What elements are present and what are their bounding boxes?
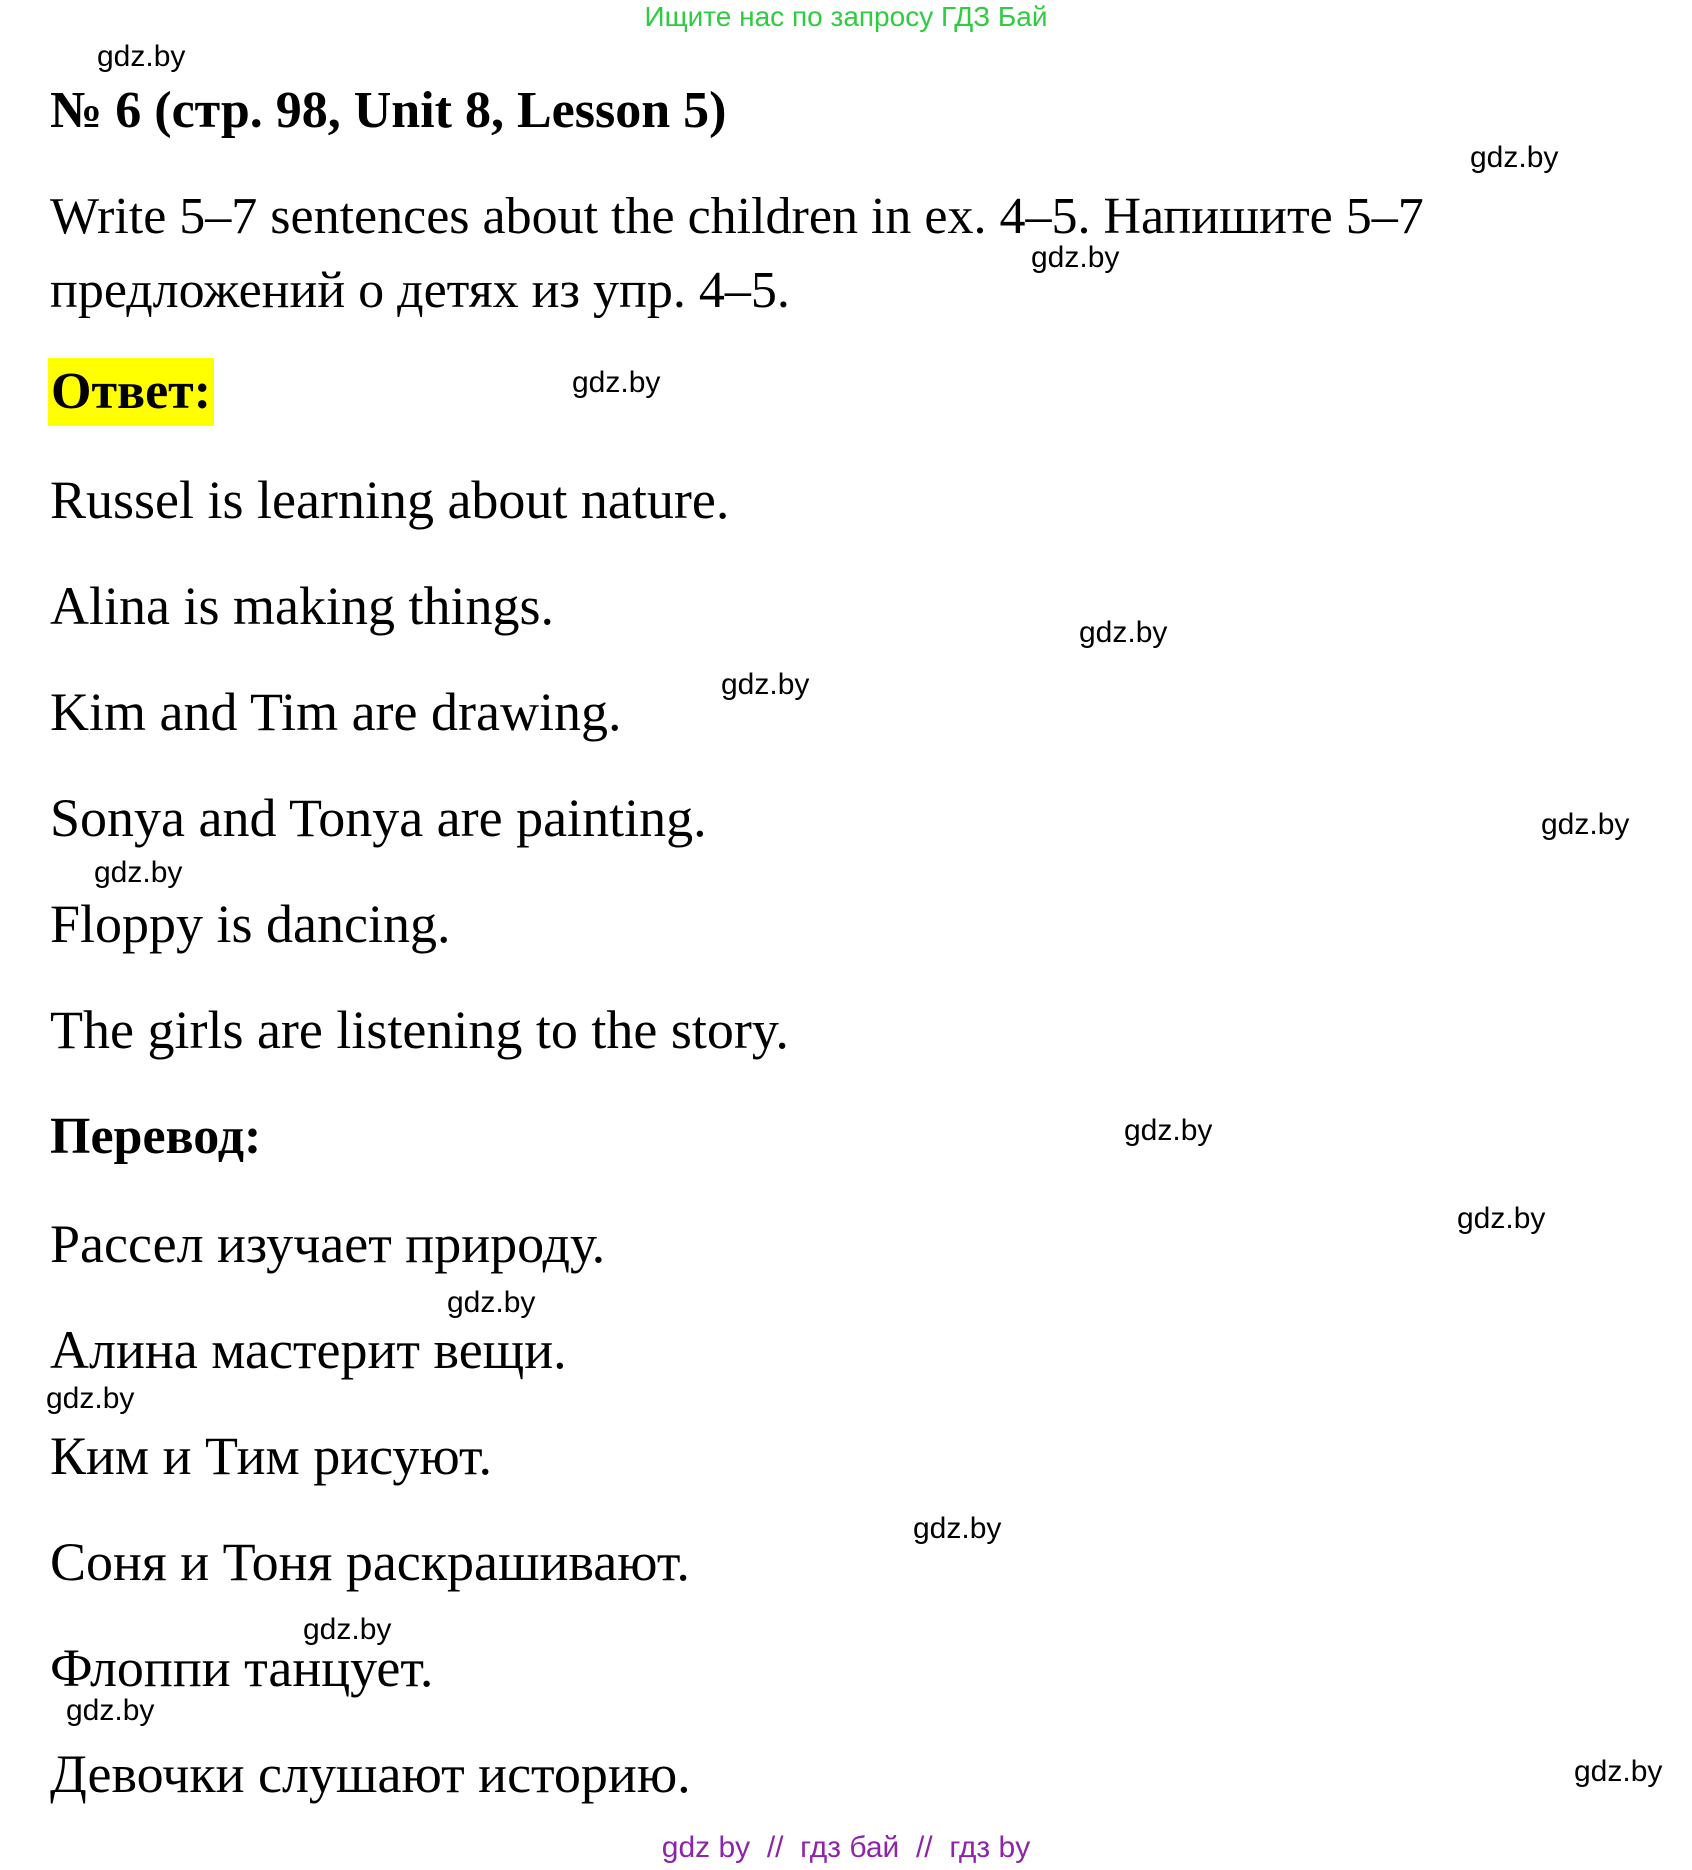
- watermark: gdz.by: [1470, 141, 1559, 174]
- answer-line: Sonya and Tonya are painting.: [50, 788, 707, 848]
- translation-line: Соня и Тоня раскрашивают.: [50, 1532, 690, 1592]
- watermark: gdz.by: [572, 366, 661, 399]
- watermark: gdz.by: [303, 1613, 392, 1646]
- answer-line: Alina is making things.: [50, 576, 554, 636]
- translation-line: Девочки слушают историю.: [50, 1744, 691, 1804]
- answer-line: Floppy is dancing.: [50, 894, 451, 954]
- watermark: gdz.by: [913, 1512, 1002, 1545]
- watermark: gdz.by: [721, 668, 810, 701]
- translation-heading: Перевод:: [50, 1108, 262, 1165]
- translation-line: Рассел изучает природу.: [50, 1214, 606, 1274]
- watermark: gdz.by: [46, 1382, 135, 1415]
- watermark: gdz.by: [1079, 616, 1168, 649]
- top-banner[interactable]: Ищите нас по запросу ГДЗ Бай: [644, 1, 1048, 32]
- watermark: gdz.by: [1031, 241, 1120, 274]
- exercise-title: № 6 (стр. 98, Unit 8, Lesson 5): [50, 82, 727, 139]
- watermark: gdz.by: [1124, 1114, 1213, 1147]
- watermark: gdz.by: [97, 40, 186, 73]
- translation-line: Флоппи танцует.: [50, 1638, 434, 1698]
- answer-line: Kim and Tim are drawing.: [50, 682, 622, 742]
- footer-links[interactable]: gdz by // гдз бай // гдз by: [661, 1831, 1031, 1864]
- watermark: gdz.by: [1574, 1755, 1663, 1788]
- translation-line: Алина мастерит вещи.: [50, 1320, 567, 1380]
- answer-line: Russel is learning about nature.: [50, 470, 730, 530]
- watermark: gdz.by: [447, 1286, 536, 1319]
- watermark: gdz.by: [1541, 808, 1630, 841]
- watermark: gdz.by: [66, 1694, 155, 1727]
- watermark: gdz.by: [1457, 1202, 1546, 1235]
- answer-line: The girls are listening to the story.: [50, 1000, 789, 1060]
- task-text: Write 5–7 sentences about the children in ex. 4–5. Напишите 5–7 предложений о детях из упр. 4–5.: [50, 188, 1424, 319]
- watermark: gdz.by: [94, 856, 183, 889]
- answer-heading: Ответ:: [48, 358, 214, 426]
- translation-line: Ким и Тим рисуют.: [50, 1426, 493, 1486]
